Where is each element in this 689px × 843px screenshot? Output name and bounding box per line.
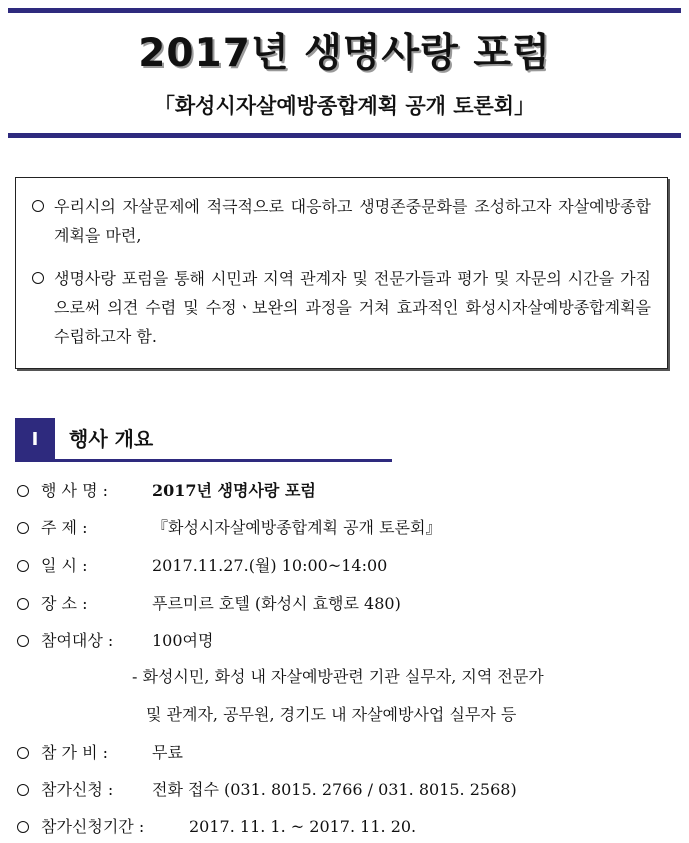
- section-number: Ⅰ: [15, 418, 55, 462]
- section-heading: [15, 418, 392, 462]
- section-title: 행사 개요: [69, 427, 154, 451]
- circle-bullet-icon: [17, 821, 29, 833]
- detail-row-date: [15, 551, 674, 581]
- detail-value: 2017년 생명사랑 포럼: [152, 481, 316, 500]
- circle-bullet-icon: [17, 485, 29, 497]
- detail-label: 주 제 :: [41, 518, 88, 537]
- detail-label: 참가신청 :: [41, 780, 114, 799]
- intro-text: 생명사랑 포럼을 통해 시민과 지역 관계자 및 전문가들과 평가 및 자문의 시간을 가짐으로써 의견 수렴 및 수정ㆍ보완의 과정을 거쳐 효과적인 화성시자살예방종합계획을 수립하고자 함.: [54, 269, 651, 346]
- detail-row-event-name: [15, 476, 674, 506]
- circle-bullet-icon: [17, 784, 29, 796]
- detail-row-fee: [15, 738, 674, 768]
- intro-box: [15, 177, 668, 369]
- detail-value: 전화 접수 (031. 8015. 2766 / 031. 8015. 2568): [152, 780, 517, 799]
- participants-detail-line: 및 관계자, 공무원, 경기도 내 자살예방사업 실무자 등: [146, 705, 517, 724]
- circle-bullet-icon: [17, 635, 29, 647]
- circle-bullet-icon: [17, 560, 29, 572]
- detail-value: 2017.11.27.(월) 10:00~14:00: [152, 556, 388, 575]
- detail-row-registration-period: [15, 812, 674, 842]
- detail-value: 100여명: [152, 631, 214, 650]
- detail-row-venue: [15, 589, 674, 619]
- detail-label: 참 가 비 :: [41, 743, 109, 762]
- header-top-rule: [8, 8, 681, 13]
- participants-detail-line: - 화성시민, 화성 내 자살예방관련 기관 실무자, 지역 전문가: [132, 667, 544, 686]
- detail-value: 푸르미르 호텔 (화성시 효행로 480): [152, 594, 401, 613]
- section-underline: [55, 459, 392, 462]
- intro-item: [32, 264, 651, 351]
- page-title: 2017년 생명사랑 포럼: [138, 31, 551, 76]
- detail-row-registration: [15, 775, 674, 805]
- detail-value: 『화성시자살예방종합계획 공개 토론회』: [152, 518, 442, 537]
- detail-label: 일 시 :: [41, 556, 88, 575]
- detail-value: 무료: [152, 743, 183, 762]
- detail-row-theme: [15, 513, 674, 543]
- page-subtitle: 「화성시자살예방종합계획 공개 토론회」: [153, 94, 536, 118]
- intro-item: [32, 192, 651, 250]
- detail-row-participants: [15, 626, 674, 656]
- detail-label: 참가신청기간 :: [41, 817, 145, 836]
- intro-text: 우리시의 자살문제에 적극적으로 대응하고 생명존중문화를 조성하고자 자살예방종합계획을 마련,: [54, 197, 651, 245]
- circle-bullet-icon: [32, 200, 44, 212]
- detail-value: 2017. 11. 1. ~ 2017. 11. 20.: [189, 817, 417, 836]
- detail-label: 장 소 :: [41, 594, 88, 613]
- circle-bullet-icon: [17, 598, 29, 610]
- header-bottom-rule: [8, 133, 681, 138]
- detail-label: 행 사 명 :: [41, 481, 109, 500]
- detail-label: 참여대상 :: [41, 631, 114, 650]
- circle-bullet-icon: [32, 272, 44, 284]
- circle-bullet-icon: [17, 747, 29, 759]
- circle-bullet-icon: [17, 522, 29, 534]
